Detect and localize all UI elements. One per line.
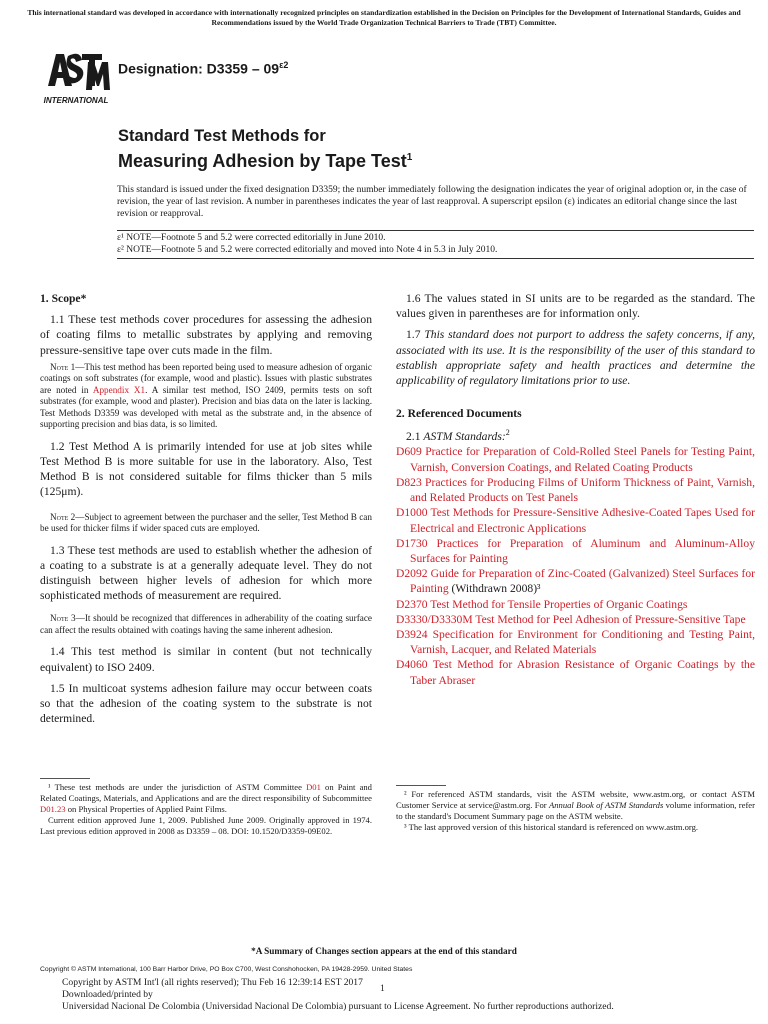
reference-code-link[interactable]: D1730 — [396, 536, 428, 550]
footnote-3: ³ The last approved version of this historical standard is referenced on www.astm.org. — [404, 821, 699, 832]
reference-item — [396, 597, 755, 612]
para-1-1: 1.1 These test methods cover procedures for assessing the adhesion of coating films to metallic substrates by applying and removing pressure-sensitive tape over cuts made in the film. — [40, 313, 372, 357]
reference-title-link[interactable]: Test Methods for Pressure-Sensitive Adhesive-Coated Tapes Used for Electrical and Electronic Applications — [410, 506, 755, 535]
copyright-line: Copyright © ASTM International, 100 Barr Harbor Drive, PO Box C700, West Conshohocken, PA 19428-2959. United States — [40, 966, 413, 973]
right-column — [396, 291, 755, 688]
issuance-statement: This standard is issued under the fixed designation D3359; the number immediately following the designation indicates the year of original adoption or, in the case of revision, the year of last revision. A number in parentheses indicates the year of last reapproval. A superscript epsilon (ε) indicates an editorial change since the last revision or reapproval. — [117, 185, 747, 219]
footnote-1: ¹ These test methods are under the jurisdiction of ASTM Committee D01 on Paint and Related Coatings, Materials, and Applications and are the direct responsibility of Subcommittee D01.23 on Physical Properties of Applied Paint Films. Current edition approved June 1, 2009. Published June 2009. Originally approved in 1974. Last previous edition approved in 2008 as D3359 – 08. DOI: 10.1520/D3359-09E02. — [40, 778, 372, 837]
reference-code-link[interactable]: D3924 — [396, 627, 428, 641]
reference-code-link[interactable]: D609 — [396, 445, 422, 459]
astm-logo — [38, 46, 114, 108]
reference-item — [396, 475, 755, 505]
reference-title-link[interactable]: Practice for Preparation of Cold-Rolled Steel Panels for Testing Paint, Varnish, Conversion Coatings, and Related Coating Products — [410, 445, 755, 474]
wto-notice: This international standard was developed in accordance with internationally recognized principles on standardization established in the Decision on Principles for the Development of International Standards, Guides and Recommendations issued by the World Trade Organization Technical Barriers to Trade (TBT) Committee. — [27, 8, 741, 27]
note-2: Note 2—Subject to agreement between the purchaser and the seller, Test Method B can be used for thicker films if wider spaced cuts are employed. — [40, 511, 372, 534]
reference-code-link[interactable]: D823 — [396, 475, 422, 489]
reference-item — [396, 505, 755, 535]
reference-title-link[interactable]: Test Method for Tensile Properties of Organic Coatings — [427, 597, 688, 611]
reference-code-link[interactable]: D2092 — [396, 567, 428, 581]
reference-item — [396, 627, 755, 657]
reference-title-link[interactable]: Practices for Preparation of Aluminum and Aluminum-Alloy Surfaces for Painting — [410, 536, 755, 565]
reference-title-link[interactable]: Practices for Producing Films of Uniform Thickness of Paint, Varnish, and Related Products on Test Panels — [410, 475, 755, 505]
editorial-note-2: ε² NOTE—Footnote 5 and 5.2 were corrected editorially and moved into Note 4 in 5.3 in July 2010. — [117, 245, 498, 255]
appendix-x1-link[interactable]: Appendix X1 — [92, 384, 146, 395]
para-1-4: 1.4 This test method is similar in content (but not technically equivalent) to ISO 2409. — [40, 645, 372, 674]
editorial-notes — [117, 230, 754, 259]
note-1: Note 1—This test method has been reported being used to measure adhesion of organic coatings on soft substrates (for example, wood and plastic). Issues with plastic substrates are noted in Appendix X1. A similar test method, ISO 2409, permits tests on soft substrates (for example, wood and plaster). Precision and bias data on the later is lacking. Test Methods D3359 was developed with metal as the substrate and, in the absence of supporting precision and bias data, is so limited. — [40, 361, 372, 430]
reference-tail: (Withdrawn 2008)³ — [448, 582, 541, 596]
para-1-7: 1.7 This standard does not purport to address the safety concerns, if any, associated with its use. It is the responsibility of the user of this standard to establish appropriate safety and health practices and determine the applicability of regulatory limitations prior to use. — [396, 328, 755, 388]
reference-code-link[interactable]: D2370 — [396, 597, 428, 611]
section-heading-refdocs: 2. Referenced Documents — [396, 407, 522, 421]
reference-item — [396, 444, 755, 474]
document-title — [118, 126, 412, 172]
reference-title-link[interactable]: Test Method for Peel Adhesion of Pressure-Sensitive Tape — [472, 612, 746, 626]
para-1-3: 1.3 These test methods are used to establish whether the adhesion of a coating to a substrate is at a generally adequate level. They do not distinguish between higher levels of adhesion for which more sophisticated methods of measurement are required. — [40, 543, 372, 603]
designation: Designation: $D3359 - 09^{\varepsilon 2}$ — [118, 60, 289, 77]
committee-d01-link[interactable]: D01 — [306, 782, 321, 792]
reference-title-link[interactable]: Specification for Environment for Conditioning and Testing Paint, Varnish, Lacquer, and Related Materials — [410, 627, 755, 657]
reference-title-link[interactable]: Test Method for Abrasion Resistance of Organic Coatings by the Taber Abraser — [410, 658, 755, 687]
reference-item — [396, 536, 755, 566]
para-1-2: 1.2 Test Method A is primarily intended for use at job sites while Test Method B is more suitable for use in the laboratory. Also, Test Method B is not considered suitable for films thicker than 5 mils (125μm). — [40, 439, 372, 499]
title-line-1: Standard Test Methods for — [118, 127, 326, 145]
para-1-5: 1.5 In multicoat systems adhesion failure may occur between coats so that the adhesion of the coating system to the substrate is not determined. — [40, 681, 372, 726]
title-line-2: Measuring Adhesion by Tape Test$^1$ — [118, 151, 413, 171]
reference-item — [396, 657, 755, 687]
reference-item — [396, 566, 755, 596]
reference-item — [396, 612, 755, 627]
reference-list — [396, 444, 755, 687]
download-stamp: Copyright by ASTM Int'l (all rights reserved); Thu Feb 16 12:39:14 EST 2017 Downloaded/printed by Universidad Nacional De Colombia (Universidad Nacional De Colombia) pursuant to License Agreement. No further reproductions authorized. — [62, 977, 614, 1012]
reference-code-link[interactable]: D3330/D3330M — [396, 612, 473, 626]
reference-title-link[interactable]: Guide for Preparation of Zinc-Coated (Galvanized) Steel Surfaces for Painting — [410, 567, 755, 596]
footnote-rule — [40, 778, 90, 779]
para-1-6: 1.6 The values stated in SI units are to be regarded as the standard. The values given in parentheses are for information only. — [396, 292, 755, 321]
astm-standards-subheading: 2.1 ASTM Standards:$^2$ — [406, 428, 510, 444]
reference-code-link[interactable]: D1000 — [396, 506, 428, 520]
subcommittee-d01-23-link[interactable]: D01.23 — [40, 803, 66, 814]
footnote-rule — [396, 785, 446, 786]
left-column — [40, 291, 372, 726]
logo-subtext: INTERNATIONAL — [43, 96, 109, 105]
editorial-note-1: ε¹ NOTE—Footnote 5 and 5.2 were corrected editorially in June 2010. — [117, 233, 386, 243]
section-heading-scope: 1. Scope* — [40, 292, 87, 305]
note-3: Note 3—It should be recognized that differences in adherability of the coating surface can affect the results obtained with coatings having the same inherent adhesion. — [40, 613, 372, 635]
footnote-2: ² For referenced ASTM standards, visit the ASTM website, www.astm.org, or contact ASTM Customer Service at service@astm.org. For Annual Book of ASTM Standards volume information, refer to the standard's Document Summary page on the ASTM website. — [396, 789, 755, 821]
footnotes-2-3 — [396, 785, 755, 833]
page-number: 1 — [380, 983, 385, 994]
reference-code-link[interactable]: D4060 — [396, 658, 428, 672]
edition-info: Current edition approved June 1, 2009. Published June 2009. Originally approved in 1974. Last previous edition approved in 2008 as D3359 – 08. DOI: 10.1520/D3359-09E02. — [40, 814, 372, 836]
summary-notice: *A Summary of Changes section appears at the end of this standard — [251, 946, 517, 956]
